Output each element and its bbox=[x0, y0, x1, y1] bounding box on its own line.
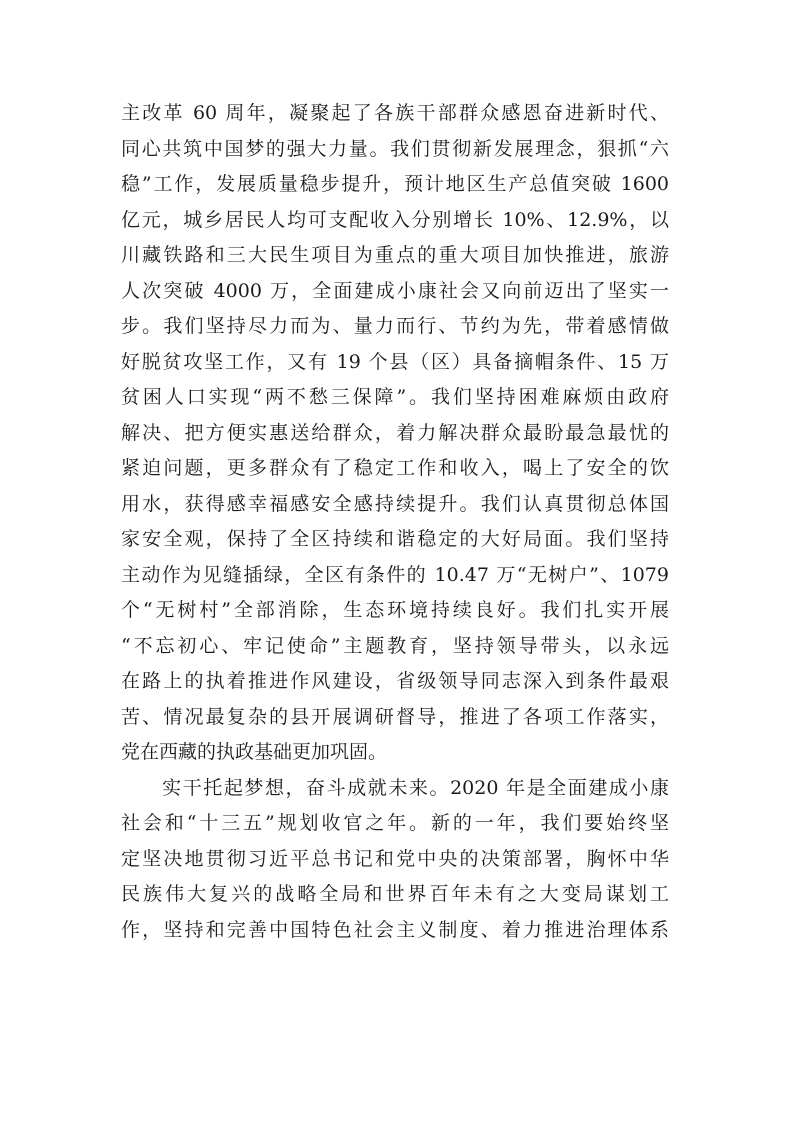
text-line: 步。我们坚持尽力而为、量力而行、节约为先，带着感情做 bbox=[121, 315, 669, 337]
text-line: 同心共筑中国梦的强大力量。我们贯彻新发展理念，狠抓“六 bbox=[121, 137, 669, 160]
paragraph-start-line: 实干托起梦想，奋斗成就未来。2020 年是全面建成小康 bbox=[121, 776, 669, 799]
text-line: 苦、情况最复杂的县开展调研督导，推进了各项工作落实， bbox=[121, 705, 669, 728]
text-line: 在路上的执着推进作风建设，省级领导同志深入到条件最艰 bbox=[121, 670, 669, 692]
text-line: 贫困人口实现“两不愁三保障”。我们坚持困难麻烦由政府 bbox=[121, 386, 669, 408]
text-line: 解决、把方便实惠送给群众，着力解决群众最盼最急最忧的 bbox=[121, 421, 669, 444]
body-text bbox=[121, 96, 669, 948]
text-line: 个“无树村”全部消除，生态环境持续良好。我们扎实开展 bbox=[121, 599, 669, 621]
text-line: 主动作为见缝插绿，全区有条件的 10.47 万“无树户”、1079 bbox=[121, 563, 669, 586]
text-line: 紧迫问题，更多群众有了稳定工作和收入，喝上了安全的饮 bbox=[121, 457, 669, 479]
text-line: 家安全观，保持了全区持续和谐稳定的大好局面。我们坚持 bbox=[121, 528, 669, 550]
text-line: 主改革 60 周年，凝聚起了各族干部群众感恩奋进新时代、 bbox=[121, 102, 669, 124]
text-line: “不忘初心、牢记使命”主题教育，坚持领导带头，以永远 bbox=[121, 634, 669, 657]
text-line: 民族伟大复兴的战略全局和世界百年未有之大变局谋划工 bbox=[121, 883, 669, 905]
text-line: 社会和“十三五”规划收官之年。新的一年，我们要始终坚 bbox=[121, 812, 669, 834]
text-line: 川藏铁路和三大民生项目为重点的重大项目加快推进，旅游 bbox=[121, 244, 669, 266]
paragraph-end-line: 党在西藏的执政基础更加巩固。 bbox=[121, 741, 388, 763]
text-line: 人次突破 4000 万，全面建成小康社会又向前迈出了坚实一 bbox=[121, 279, 669, 302]
text-line: 用水，获得感幸福感安全感持续提升。我们认真贯彻总体国 bbox=[121, 492, 669, 515]
text-line: 作，坚持和完善中国特色社会主义制度、着力推进治理体系 bbox=[121, 918, 669, 941]
text-line: 稳”工作，发展质量稳步提升，预计地区生产总值突破 1600 bbox=[121, 173, 669, 195]
text-line: 好脱贫攻坚工作，又有 19 个县（区）具备摘帽条件、15 万 bbox=[121, 350, 669, 373]
text-line: 亿元，城乡居民人均可支配收入分别增长 10%、12.9%，以 bbox=[121, 208, 669, 231]
text-line: 定坚决地贯彻习近平总书记和党中央的决策部署，胸怀中华 bbox=[121, 847, 669, 870]
